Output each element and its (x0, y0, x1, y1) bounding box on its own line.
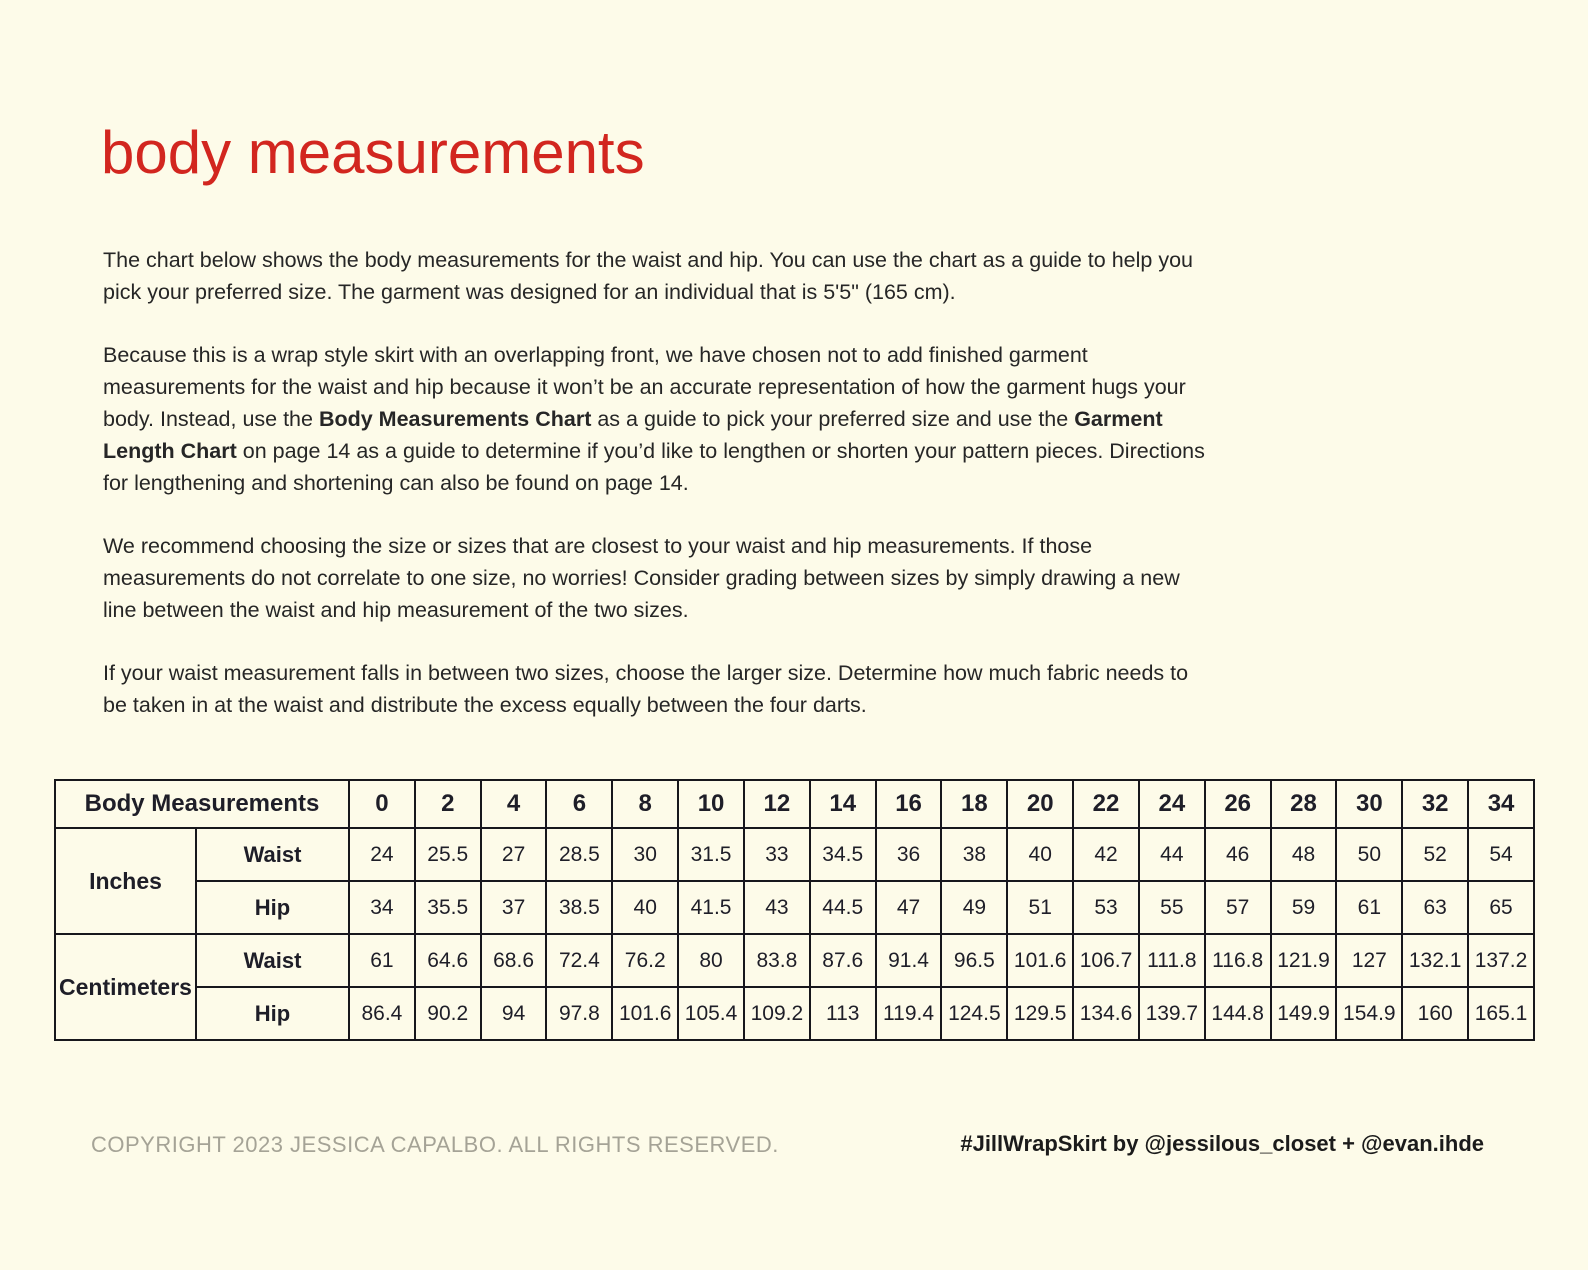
copyright-text: COPYRIGHT 2023 JESSICA CAPALBO. ALL RIGHTS RESERVED. (91, 1132, 779, 1157)
size-header-cell: 12 (744, 780, 810, 828)
size-header-cell: 30 (1336, 780, 1402, 828)
value-cell: 61 (349, 934, 415, 987)
value-cell: 25.5 (415, 828, 481, 881)
text-run: as a guide to pick your preferred size and use the (591, 407, 1075, 431)
value-cell: 97.8 (546, 987, 612, 1040)
value-cell: 80 (678, 934, 744, 987)
value-cell: 94 (481, 987, 547, 1040)
value-cell: 24 (349, 828, 415, 881)
value-cell: 51 (1007, 881, 1073, 934)
value-cell: 65 (1468, 881, 1534, 934)
value-cell: 57 (1205, 881, 1271, 934)
value-cell: 91.4 (876, 934, 942, 987)
value-cell: 46 (1205, 828, 1271, 881)
value-cell: 127 (1336, 934, 1402, 987)
table-row (55, 987, 1534, 1040)
value-cell: 121.9 (1271, 934, 1337, 987)
measurements-table-body (55, 780, 1534, 1040)
value-cell: 43 (744, 881, 810, 934)
measurement-label-cell: Hip (196, 881, 349, 934)
value-cell: 31.5 (678, 828, 744, 881)
value-cell: 64.6 (415, 934, 481, 987)
measurement-label-cell: Waist (196, 934, 349, 987)
value-cell: 132.1 (1402, 934, 1468, 987)
value-cell: 83.8 (744, 934, 810, 987)
value-cell: 116.8 (1205, 934, 1271, 987)
value-cell: 96.5 (941, 934, 1007, 987)
value-cell: 105.4 (678, 987, 744, 1040)
corner-header-cell: Body Measurements (55, 780, 349, 828)
value-cell: 44 (1139, 828, 1205, 881)
value-cell: 40 (612, 881, 678, 934)
size-header-cell: 22 (1073, 780, 1139, 828)
unit-label-cell: Centimeters (55, 934, 196, 1040)
value-cell: 124.5 (941, 987, 1007, 1040)
value-cell: 101.6 (1007, 934, 1073, 987)
unit-label-cell: Inches (55, 828, 196, 934)
value-cell: 36 (876, 828, 942, 881)
table-row (55, 881, 1534, 934)
value-cell: 40 (1007, 828, 1073, 881)
value-cell: 33 (744, 828, 810, 881)
value-cell: 106.7 (1073, 934, 1139, 987)
size-header-cell: 34 (1468, 780, 1534, 828)
size-header-cell: 2 (415, 780, 481, 828)
size-header-cell: 0 (349, 780, 415, 828)
value-cell: 61 (1336, 881, 1402, 934)
value-cell: 90.2 (415, 987, 481, 1040)
size-header-cell: 4 (481, 780, 547, 828)
table-row (55, 828, 1534, 881)
bold-text-run: Garment Length Chart (103, 407, 1163, 463)
paragraph (103, 339, 1215, 499)
value-cell: 42 (1073, 828, 1139, 881)
value-cell: 87.6 (810, 934, 876, 987)
value-cell: 47 (876, 881, 942, 934)
value-cell: 111.8 (1139, 934, 1205, 987)
bold-text-run: Body Measurements Chart (318, 407, 592, 431)
value-cell: 144.8 (1205, 987, 1271, 1040)
paragraph (103, 657, 1215, 721)
size-header-cell: 14 (810, 780, 876, 828)
measurement-label-cell: Hip (196, 987, 349, 1040)
value-cell: 30 (612, 828, 678, 881)
size-header-cell: 24 (1139, 780, 1205, 828)
paragraph (103, 530, 1215, 626)
value-cell: 68.6 (481, 934, 547, 987)
size-header-cell: 6 (546, 780, 612, 828)
table-row (55, 934, 1534, 987)
text-run: Because this is a wrap style skirt with an overlapping front, we have chosen not to add finished garment measurements for the waist and hip because it won’t be an accurate representation of how the garment hugs your body. Instead, use the (103, 343, 1186, 431)
value-cell: 139.7 (1139, 987, 1205, 1040)
body-measurements-table (54, 779, 1535, 1041)
size-header-cell: 8 (612, 780, 678, 828)
value-cell: 52 (1402, 828, 1468, 881)
value-cell: 137.2 (1468, 934, 1534, 987)
size-header-cell: 28 (1271, 780, 1337, 828)
value-cell: 34.5 (810, 828, 876, 881)
value-cell: 149.9 (1271, 987, 1337, 1040)
size-header-cell: 10 (678, 780, 744, 828)
measurement-label-cell: Waist (196, 828, 349, 881)
page-title: body measurements (101, 119, 645, 186)
value-cell: 49 (941, 881, 1007, 934)
value-cell: 109.2 (744, 987, 810, 1040)
value-cell: 119.4 (876, 987, 942, 1040)
value-cell: 48 (1271, 828, 1337, 881)
credit-text: #JillWrapSkirt by @jessilous_closet + @evan.ihde (960, 1131, 1484, 1156)
value-cell: 41.5 (678, 881, 744, 934)
value-cell: 76.2 (612, 934, 678, 987)
size-header-cell: 20 (1007, 780, 1073, 828)
value-cell: 63 (1402, 881, 1468, 934)
value-cell: 72.4 (546, 934, 612, 987)
text-run: If your waist measurement falls in between two sizes, choose the larger size. Determine how much fabric needs to be taken in at the waist and distribute the excess equally between the four darts. (103, 661, 1189, 717)
value-cell: 129.5 (1007, 987, 1073, 1040)
size-header-cell: 18 (941, 780, 1007, 828)
value-cell: 27 (481, 828, 547, 881)
value-cell: 86.4 (349, 987, 415, 1040)
text-run: We recommend choosing the size or sizes that are closest to your waist and hip measurements. If those measurements do not correlate to one size, no worries! Consider grading between sizes by simply drawing a new line between the waist and hip measurement of the two sizes. (103, 534, 1180, 622)
value-cell: 160 (1402, 987, 1468, 1040)
text-run: on page 14 as a guide to determine if you’d like to lengthen or shorten your pattern pieces. Directions for lengthening and shortening can also be found on page 14. (103, 439, 1205, 495)
value-cell: 35.5 (415, 881, 481, 934)
value-cell: 54 (1468, 828, 1534, 881)
body-paragraphs (103, 244, 1215, 752)
paragraph (103, 244, 1215, 308)
value-cell: 38 (941, 828, 1007, 881)
value-cell: 50 (1336, 828, 1402, 881)
size-header-cell: 32 (1402, 780, 1468, 828)
value-cell: 101.6 (612, 987, 678, 1040)
size-header-cell: 16 (876, 780, 942, 828)
size-header-cell: 26 (1205, 780, 1271, 828)
value-cell: 28.5 (546, 828, 612, 881)
value-cell: 53 (1073, 881, 1139, 934)
table-header-row (55, 780, 1534, 828)
value-cell: 165.1 (1468, 987, 1534, 1040)
value-cell: 154.9 (1336, 987, 1402, 1040)
value-cell: 37 (481, 881, 547, 934)
value-cell: 34 (349, 881, 415, 934)
value-cell: 59 (1271, 881, 1337, 934)
text-run: The chart below shows the body measurements for the waist and hip. You can use the chart as a guide to help you pick your preferred size. The garment was designed for an individual that is 5'5" (165 cm). (103, 248, 1194, 304)
value-cell: 134.6 (1073, 987, 1139, 1040)
value-cell: 44.5 (810, 881, 876, 934)
value-cell: 55 (1139, 881, 1205, 934)
value-cell: 38.5 (546, 881, 612, 934)
value-cell: 113 (810, 987, 876, 1040)
